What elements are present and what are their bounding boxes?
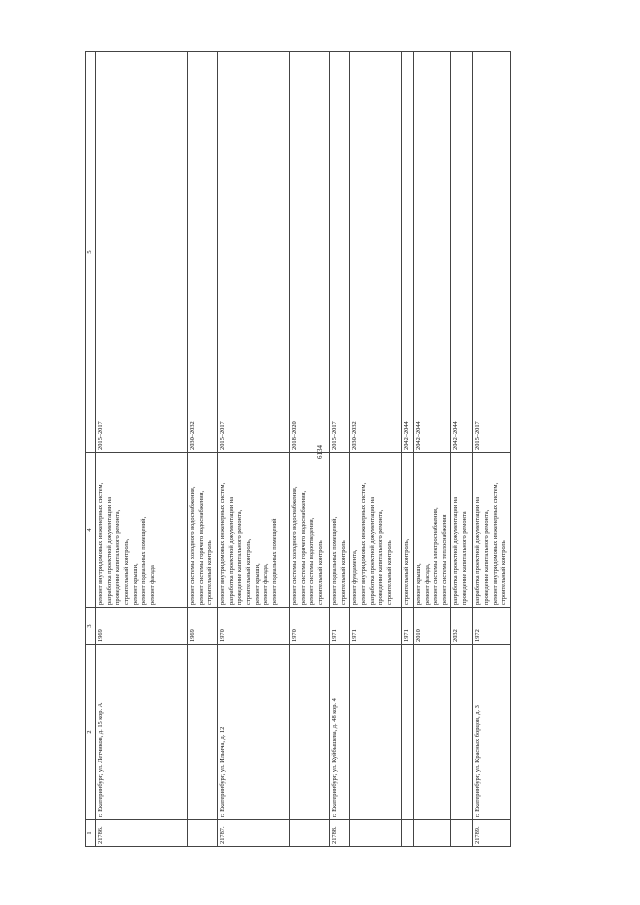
repair-works-cell [350, 453, 402, 608]
record-number [402, 820, 414, 847]
building-address [350, 645, 402, 820]
repair-works-cell [402, 453, 414, 608]
table-row [451, 52, 473, 847]
repair-period: 2015–2017 [330, 52, 350, 453]
year-cell: 1971 [330, 608, 350, 645]
repair-works-cell [451, 453, 473, 608]
repair-works-cell [96, 453, 188, 608]
repair-work-item: строительный контроль, [403, 538, 411, 605]
year-cell: 1971 [350, 608, 402, 645]
repair-work-item: проведение капитального ремонта, [114, 509, 122, 605]
column-number-row [86, 52, 96, 847]
year-cell: 2032 [451, 608, 473, 645]
repair-work-item: ремонт крыши, [414, 563, 422, 605]
building-address: г. Екатеринбург, ул. Красных борцов, д. 3 [473, 645, 511, 820]
repair-work-item: ремонт фундамента, [351, 549, 359, 605]
record-number [451, 820, 473, 847]
column-number: 2 [86, 645, 96, 820]
record-number: 21789. [473, 820, 511, 847]
repair-work-item: ремонт внутридомовых инженерных систем, [359, 482, 367, 605]
repair-work-item: проведение капитального ремонта, [483, 509, 491, 605]
repair-works-cell [473, 453, 511, 608]
repair-work-item: разработка проектной документации на [105, 496, 113, 605]
column-number: 5 [86, 52, 96, 453]
table-row [290, 52, 330, 847]
repair-schedule-table [85, 51, 511, 847]
repair-period: 2018–2020 [290, 52, 330, 453]
repair-work-item: ремонт системы теплоснабжения [440, 514, 448, 605]
record-number: 21787. [218, 820, 290, 847]
record-number: 21788. [330, 820, 350, 847]
repair-work-item: ремонт фасада [148, 565, 156, 605]
repair-work-item: строительный контроль [316, 540, 324, 605]
rotated-table-container [85, 77, 590, 847]
repair-work-item: разработка проектной документации на [368, 496, 376, 605]
repair-work-item: ремонт системы горячего водоснабжения, [197, 490, 205, 605]
table-row [413, 52, 451, 847]
year-cell: 1971 [402, 608, 414, 645]
column-number: 3 [86, 608, 96, 645]
repair-work-item: ремонт системы горячего водоснабжения, [299, 490, 307, 605]
repair-period: 2030–2032 [188, 52, 218, 453]
building-address: г. Екатеринбург, ул. Летчиков, д. 15 кор. А [96, 645, 188, 820]
repair-works-cell [188, 453, 218, 608]
repair-work-item: ремонт внутридомовых инженерных систем, [491, 482, 499, 605]
building-address [451, 645, 473, 820]
building-address [413, 645, 451, 820]
repair-work-item: разработка проектной документации на [452, 496, 460, 605]
repair-work-item: ремонт фасада, [423, 563, 431, 605]
repair-work-item: строительный контроль [385, 540, 393, 605]
table-row [402, 52, 414, 847]
year-cell: 1970 [290, 608, 330, 645]
repair-work-item: проведение капитального ремонта [461, 511, 469, 605]
table-row [330, 52, 350, 847]
column-number: 4 [86, 453, 96, 608]
record-number [413, 820, 451, 847]
repair-works-cell [330, 453, 350, 608]
repair-work-item: ремонт внутридомовых инженерных систем, [97, 482, 104, 605]
year-cell: 1970 [218, 608, 290, 645]
table-row [350, 52, 402, 847]
repair-work-item: ремонт подвальных помещений, [140, 516, 148, 605]
repair-period: 2042–2044 [413, 52, 451, 453]
building-address: г. Екатеринбург, ул. Куйбышева, д. 48 кор. 4 [330, 645, 350, 820]
repair-period: 2042–2044 [402, 52, 414, 453]
repair-work-item: ремонт системы электроснабжения, [432, 507, 440, 605]
record-number: 21786. [96, 820, 188, 847]
repair-period: 2042–2044 [451, 52, 473, 453]
building-address [290, 645, 330, 820]
table-row [218, 52, 290, 847]
repair-work-item: проведение капитального ремонта, [377, 509, 385, 605]
page-number: 6134 [316, 445, 324, 459]
repair-work-item: проведение капитального ремонта, [236, 509, 244, 605]
repair-work-item: строительный контроль [206, 540, 214, 605]
record-number [188, 820, 218, 847]
building-address [188, 645, 218, 820]
record-number [290, 820, 330, 847]
repair-work-item: строительный контроль, [122, 538, 130, 605]
table-row [188, 52, 218, 847]
repair-work-item: ремонт подвальных помещений, [331, 516, 338, 605]
repair-period: 2030–2032 [350, 52, 402, 453]
building-address: г. Екатеринбург, ул. Ильича, д. 12 [218, 645, 290, 820]
year-cell: 1969 [188, 608, 218, 645]
repair-work-item: ремонт подвальных помещений [270, 518, 278, 605]
record-number [350, 820, 402, 847]
year-cell: 2010 [413, 608, 451, 645]
repair-work-item: разработка проектной документации на [474, 496, 482, 605]
repair-works-cell [290, 453, 330, 608]
repair-works-cell [218, 453, 290, 608]
repair-work-item: ремонт системы водоотведения, [308, 517, 316, 605]
repair-work-item: ремонт крыши, [131, 563, 139, 605]
repair-period: 2015–2017 [473, 52, 511, 453]
repair-work-item: разработка проектной документации на [227, 496, 235, 605]
repair-work-item: ремонт системы холодного водоснабжения, [291, 486, 298, 605]
repair-period: 2015–2017 [96, 52, 188, 453]
year-cell: 1972 [473, 608, 511, 645]
repair-work-item: ремонт крыши, [253, 563, 261, 605]
year-cell: 1969 [96, 608, 188, 645]
table-row [473, 52, 511, 847]
repair-work-item: строительный контроль [500, 540, 508, 605]
building-address [402, 645, 414, 820]
table-row [96, 52, 188, 847]
repair-period: 2015–2017 [218, 52, 290, 453]
repair-work-item: ремонт фасада, [262, 563, 270, 605]
repair-work-item: ремонт внутридомовых инженерных систем, [219, 482, 226, 605]
repair-work-item: ремонт системы холодного водоснабжения, [189, 486, 196, 605]
repair-works-cell [413, 453, 451, 608]
repair-work-item: строительный контроль [339, 540, 347, 605]
column-number: 1 [86, 820, 96, 847]
repair-work-item: строительный контроль, [244, 538, 252, 605]
